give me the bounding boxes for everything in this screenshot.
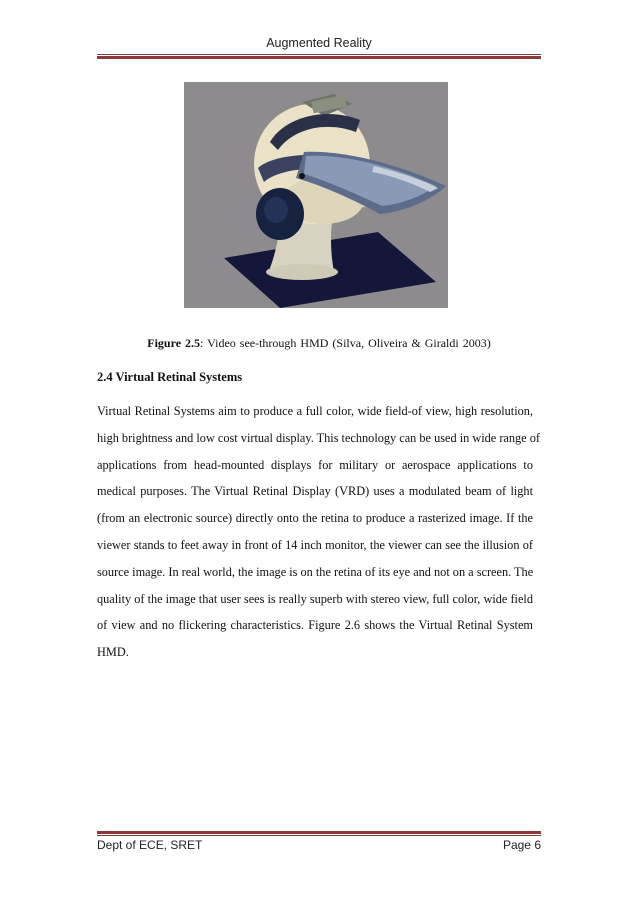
- paragraph-line: quality of the image that user sees is really superb with stereo view, full color, wide field: [97, 591, 533, 606]
- section-paragraph: [97, 398, 540, 666]
- paragraph-line: source image. In real world, the image is on the retina of its eye and not on a screen. The: [97, 564, 534, 579]
- footer-rule: [97, 831, 541, 836]
- hmd-illustration: [184, 82, 448, 308]
- paragraph-line: Virtual Retinal Systems aim to produce a full color, wide field-of view, high resolution,: [97, 404, 533, 418]
- figure-label: Figure 2.5: [147, 336, 201, 350]
- paragraph-line: HMD.: [97, 645, 129, 660]
- paragraph-line: of view and no flickering characteristics. Figure 2.6 shows the Virtual Retinal System: [97, 618, 533, 633]
- paragraph-line: viewer stands to feet away in front of 14 inch monitor, the viewer can see the illusion of: [97, 537, 533, 552]
- paragraph-line: (from an electronic source) directly onto the retina to produce a rasterized image. If the: [97, 511, 533, 526]
- figure-hmd-photo: [184, 82, 448, 308]
- footer-page-number: Page 6: [502, 838, 541, 852]
- paragraph-line: high brightness and low cost virtual display. This technology can be used in wide range of: [97, 430, 540, 445]
- paragraph-line: medical purposes. The Virtual Retinal Display (VRD) uses a modulated beam of light: [97, 484, 533, 499]
- header-rule: [97, 54, 541, 59]
- paragraph-line: applications from head-mounted displays for military or aerospace applications to: [97, 457, 533, 472]
- page-header-title: Augmented Reality: [266, 36, 372, 50]
- footer-department: Dept of ECE, SRET: [97, 838, 203, 852]
- figure-caption: [0, 336, 638, 351]
- section-heading: 2.4 Virtual Retinal Systems: [97, 370, 243, 384]
- figure-caption-text: : Video see-through HMD (Silva, Oliveira & Giraldi 2003): [200, 336, 491, 350]
